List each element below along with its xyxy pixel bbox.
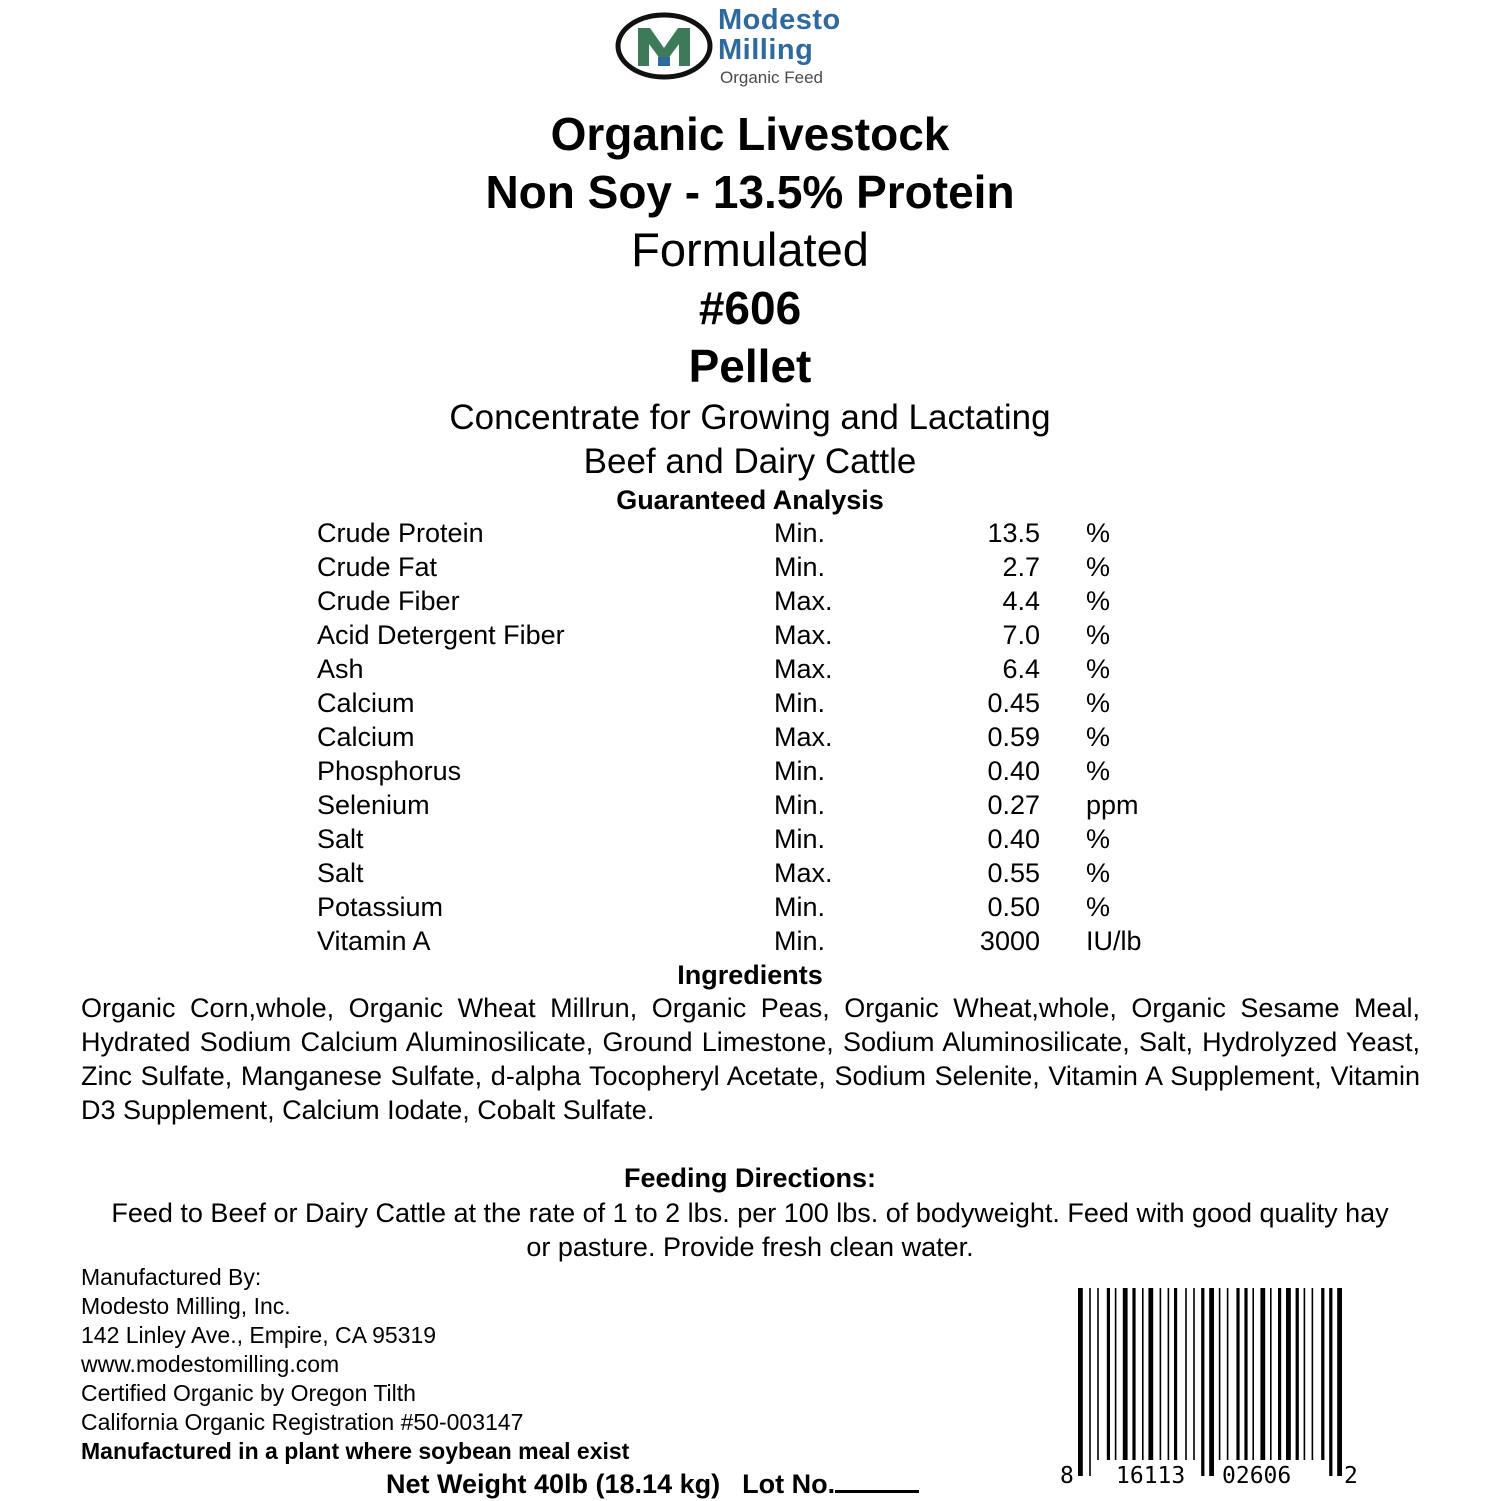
barcode-bar xyxy=(1312,1288,1314,1460)
analysis-row xyxy=(0,618,1500,652)
logo-tagline: Organic Feed xyxy=(720,68,823,87)
ingredients-text: Organic Corn,whole, Organic Wheat Millrun, Organic Peas, Organic Wheat,whole, Organic Sesame Meal, Hydrated Sodium Calcium Aluminosilicate, Ground Limestone, Sodium Aluminosilicate, Salt, Hydrolyzed Yeast, Zinc Sulfate, Manganese Sulfate, d-alpha Tocopheryl Acetate, Sodium Selenite, Vitamin A Supplement, Vitamin D3 Supplement, Calcium Iodate, Cobalt Sulfate. xyxy=(81,993,1420,1125)
limit-type: Min. xyxy=(774,688,826,718)
barcode-bar xyxy=(1089,1288,1091,1476)
analysis-row xyxy=(0,822,1500,856)
limit-type: Min. xyxy=(774,824,826,854)
nutrient-name: Calcium xyxy=(317,722,415,752)
limit-type: Min. xyxy=(774,518,826,548)
lot-number-label: Lot No. xyxy=(742,1469,836,1499)
barcode-bar xyxy=(1286,1288,1291,1460)
net-weight-line xyxy=(386,1466,919,1501)
nutrient-unit: % xyxy=(1086,824,1111,854)
limit-type: Max. xyxy=(774,858,833,888)
nutrient-name: Salt xyxy=(317,824,364,854)
barcode-bar xyxy=(1252,1288,1254,1460)
barcode-bar xyxy=(1296,1288,1299,1460)
barcode-bar xyxy=(1337,1288,1342,1476)
nutrient-unit: % xyxy=(1086,688,1111,718)
barcode-group-right: 02606 xyxy=(1222,1463,1292,1489)
manufacturer-address: 142 Linley Ave., Empire, CA 95319 xyxy=(81,1322,437,1348)
lot-number-blank xyxy=(835,1466,919,1493)
barcode-bar xyxy=(1201,1288,1204,1476)
nutrient-name: Calcium xyxy=(317,688,415,718)
barcode-bar xyxy=(1321,1288,1324,1460)
nutrient-value: 0.55 xyxy=(987,858,1040,888)
limit-type: Min. xyxy=(774,552,826,582)
logo-name-line2: Milling xyxy=(718,34,814,66)
nutrient-value: 7.0 xyxy=(1002,620,1040,650)
barcode-bar xyxy=(1148,1288,1153,1460)
barcode-bar xyxy=(1174,1288,1177,1460)
nutrient-unit: IU/lb xyxy=(1086,926,1142,956)
manufacturer-company: Modesto Milling, Inc. xyxy=(81,1293,291,1319)
barcode-digit-first: 8 xyxy=(1060,1463,1074,1489)
nutrient-value: 0.59 xyxy=(987,722,1040,752)
limit-type: Max. xyxy=(774,586,833,616)
nutrient-name: Vitamin A xyxy=(317,926,431,956)
barcode-bars xyxy=(1056,1284,1366,1494)
barcode-bar xyxy=(1132,1288,1135,1460)
nutrient-unit: % xyxy=(1086,586,1111,616)
product-title-line2: Non Soy - 13.5% Protein xyxy=(485,166,1015,218)
nutrient-unit: % xyxy=(1086,858,1111,888)
barcode-bar xyxy=(1227,1288,1229,1460)
nutrient-value: 0.50 xyxy=(987,892,1040,922)
analysis-row xyxy=(0,856,1500,890)
nutrient-value: 6.4 xyxy=(1002,654,1040,684)
limit-type: Max. xyxy=(774,722,833,752)
product-number: #606 xyxy=(698,282,802,334)
analysis-row xyxy=(0,924,1500,958)
modesto-milling-logo-icon xyxy=(614,10,714,82)
nutrient-value: 2.7 xyxy=(1002,552,1040,582)
nutrient-unit: % xyxy=(1086,552,1111,582)
nutrient-value: 0.40 xyxy=(987,824,1040,854)
analysis-row xyxy=(0,720,1500,754)
nutrient-unit: % xyxy=(1086,722,1111,752)
nutrient-value: 0.40 xyxy=(987,756,1040,786)
product-description-line1: Concentrate for Growing and Lactating xyxy=(449,398,1051,437)
barcode-bar xyxy=(1236,1288,1239,1460)
feeding-directions-heading: Feeding Directions: xyxy=(623,1163,877,1193)
barcode-digit-last: 2 xyxy=(1344,1463,1358,1489)
manufacturer-website: www.modestomilling.com xyxy=(81,1351,340,1377)
barcode-bar xyxy=(1160,1288,1162,1460)
nutrient-unit: % xyxy=(1086,654,1111,684)
limit-type: Max. xyxy=(774,654,833,684)
nutrient-value: 4.4 xyxy=(1002,586,1040,616)
guaranteed-analysis-table xyxy=(0,516,1500,958)
ingredients-heading: Ingredients xyxy=(677,960,823,990)
barcode-bar xyxy=(1329,1288,1332,1476)
nutrient-unit: % xyxy=(1086,620,1111,650)
nutrient-unit: % xyxy=(1086,518,1111,548)
nutrient-name: Crude Fat xyxy=(317,552,438,582)
barcode-bar xyxy=(1185,1288,1187,1460)
analysis-row xyxy=(0,788,1500,822)
barcode-bar xyxy=(1193,1288,1195,1460)
barcode-bar xyxy=(1278,1288,1281,1460)
certification-text: Certified Organic by Oregon Tilth xyxy=(81,1380,416,1406)
net-weight: Net Weight 40lb (18.14 kg) xyxy=(386,1469,721,1499)
feeding-directions-text: Feed to Beef or Dairy Cattle at the rate of 1 to 2 lbs. per 100 lbs. of bodyweight. Feed with good quality hay or pasture. Provide fresh clean water. xyxy=(111,1198,1389,1262)
nutrient-value: 3000 xyxy=(979,926,1040,956)
limit-type: Min. xyxy=(774,926,826,956)
analysis-row xyxy=(0,754,1500,788)
barcode-bar xyxy=(1244,1288,1247,1460)
nutrient-name: Phosphorus xyxy=(317,756,462,786)
upc-barcode xyxy=(1056,1284,1366,1494)
barcode-bar xyxy=(1123,1288,1128,1460)
barcode-bar xyxy=(1142,1288,1144,1460)
barcode-bar xyxy=(1209,1288,1214,1476)
nutrient-name: Crude Fiber xyxy=(317,586,460,616)
guaranteed-analysis-heading: Guaranteed Analysis xyxy=(616,485,884,515)
nutrient-unit: ppm xyxy=(1086,790,1139,820)
barcode-group-left: 16113 xyxy=(1116,1463,1186,1489)
analysis-row xyxy=(0,516,1500,550)
barcode-bar xyxy=(1168,1288,1170,1460)
barcode-bar xyxy=(1115,1288,1117,1460)
nutrient-value: 13.5 xyxy=(987,518,1040,548)
nutrient-name: Acid Detergent Fiber xyxy=(317,620,565,650)
analysis-row xyxy=(0,584,1500,618)
manufacturer-label: Manufactured By: xyxy=(81,1264,262,1290)
limit-type: Min. xyxy=(774,892,826,922)
registration-text: California Organic Registration #50-003147 xyxy=(81,1409,524,1435)
product-form: Pellet xyxy=(688,340,812,392)
allergen-note: Manufactured in a plant where soybean meal exist xyxy=(81,1438,630,1464)
barcode-bar xyxy=(1219,1288,1221,1460)
barcode-bar xyxy=(1078,1288,1083,1476)
limit-type: Min. xyxy=(774,756,826,786)
manufacturer-info xyxy=(81,1263,629,1466)
product-description-line2: Beef and Dairy Cattle xyxy=(583,442,917,481)
analysis-row xyxy=(0,550,1500,584)
barcode-bar xyxy=(1107,1288,1110,1460)
nutrient-name: Potassium xyxy=(317,892,444,922)
barcode-bar xyxy=(1260,1288,1265,1460)
nutrient-name: Ash xyxy=(317,654,364,684)
barcode-bar xyxy=(1097,1288,1099,1460)
nutrient-name: Selenium xyxy=(317,790,430,820)
nutrient-unit: % xyxy=(1086,892,1111,922)
limit-type: Min. xyxy=(774,790,826,820)
logo-name-line1: Modesto xyxy=(718,4,841,36)
brand-logo xyxy=(614,2,874,94)
nutrient-unit: % xyxy=(1086,756,1111,786)
nutrient-value: 0.45 xyxy=(987,688,1040,718)
nutrient-value: 0.27 xyxy=(987,790,1040,820)
barcode-bar xyxy=(1270,1288,1272,1460)
product-title-line1: Organic Livestock xyxy=(550,108,950,160)
analysis-row xyxy=(0,890,1500,924)
barcode-bar xyxy=(1304,1288,1306,1460)
limit-type: Max. xyxy=(774,620,833,650)
analysis-row xyxy=(0,686,1500,720)
nutrient-name: Salt xyxy=(317,858,364,888)
product-formulated: Formulated xyxy=(631,223,869,276)
nutrient-name: Crude Protein xyxy=(317,518,484,548)
analysis-row xyxy=(0,652,1500,686)
